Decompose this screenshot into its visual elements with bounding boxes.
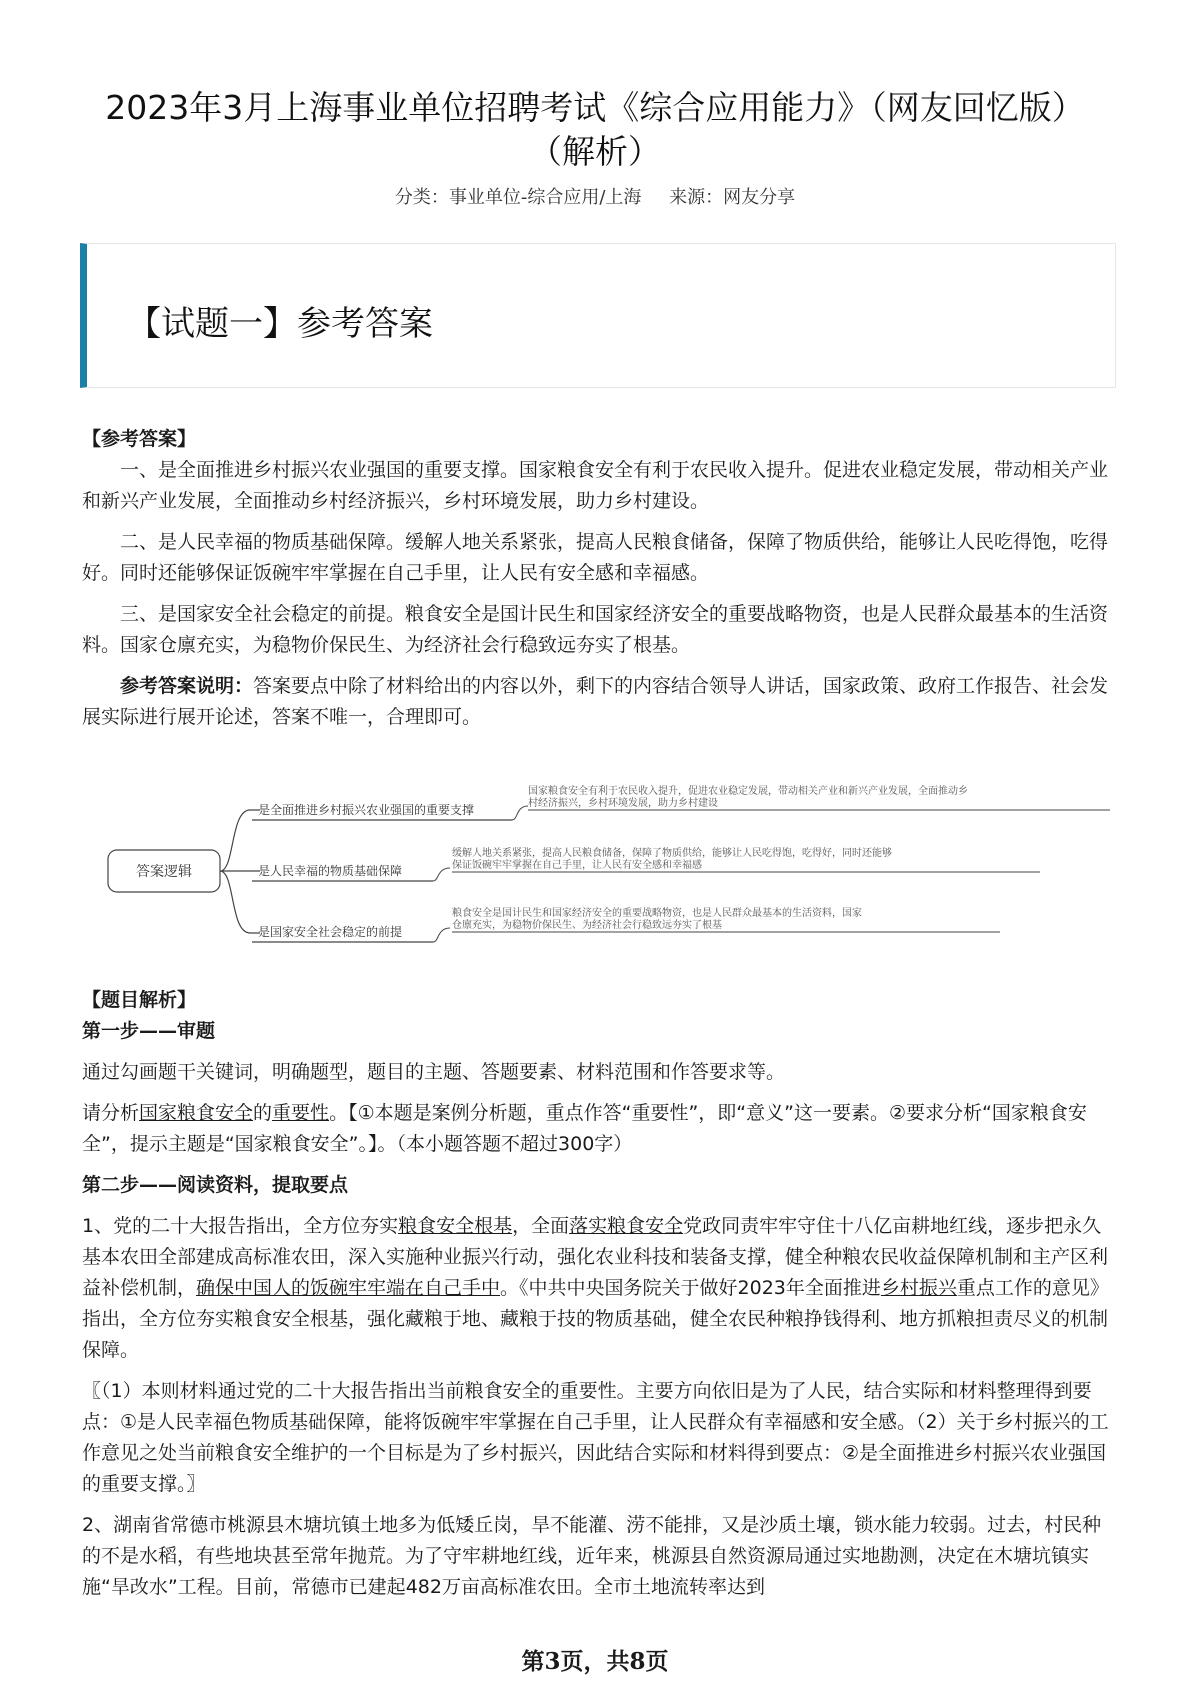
- answer-label: 【参考答案】: [82, 428, 197, 450]
- q-mid: 的: [253, 1102, 273, 1124]
- answer-note-text: 答案要点中除了材料给出的内容以外，剩下的内容结合领导人讲话，国家政策、政府工作报告、社会发展实际进行展开论述，答案不唯一，合理即可。: [82, 675, 1109, 728]
- branch-1-detail-1: 国家粮食安全有利于农民收入提升，促进农业稳定发展，带动相关产业和新兴产业发展，全面推动乡: [528, 786, 968, 797]
- branch-3-detail-1: 粮食安全是国计民生和国家经济安全的重要战略物资，也是人民群众最基本的生活资料，国家: [452, 908, 862, 919]
- material-1: [82, 1211, 1112, 1366]
- m1-e: 重点工作的意见》指出，全方位夯实粮食安全根基，强化藏粮于地、藏粮于技的物质基础，健全农民种粮挣钱得利、地方抓粮担责尽义的机制保障。: [82, 1277, 1109, 1361]
- analysis-label: 【题目解析】: [82, 989, 197, 1011]
- branch-1-detail-2: 村经济振兴，乡村环境发展，助力乡村建设: [528, 798, 718, 809]
- branch-1-connector: [512, 806, 528, 820]
- mindmap-connector: [220, 810, 260, 933]
- branch-1-label: 是全面推进乡村振兴农业强国的重要支撑: [258, 803, 475, 817]
- meta-line: [0, 183, 1190, 209]
- m1-underline-3: 确保中国人的饭碗牢牢端在自己手中: [196, 1277, 501, 1299]
- source-label: 来源：网友分享: [669, 187, 796, 208]
- q-pre: 请分析: [82, 1102, 140, 1124]
- m1-underline-4: 乡村振兴: [880, 1277, 957, 1299]
- analysis-block: [82, 985, 1112, 1603]
- answer-point-1: 一、是全面推进乡村振兴农业强国的重要支撑。国家粮食安全有利于农民收入提升。促进农业稳定发展，带动相关产业和新兴产业发展，全面推动乡村经济振兴，乡村环境发展，助力乡村建设。: [82, 459, 1109, 512]
- step1-title: 第一步——审题: [82, 1020, 216, 1042]
- m1-underline-1: 粮食安全根基: [398, 1215, 513, 1237]
- branch-3-detail-2: 仓廪充实，为稳物价保民生、为经济社会行稳致远夯实了根基: [452, 920, 722, 931]
- mindmap-root: 答案逻辑: [136, 864, 192, 880]
- answer-point-2: 二、是人民幸福的物质基础保障。缓解人地关系紧张，提高人民粮食储备，保障了物质供给，能够让人民吃得饱，吃得好。同时还能够保证饭碗牢牢掌握在自己手里，让人民有安全感和幸福感。: [82, 531, 1109, 584]
- m1-b: ，全面: [512, 1215, 570, 1237]
- q-post: 。【①本题是案例分析题，重点作答“重要性”，即“意义”这一要素。②要求分析“国家粮食安全”，提示主题是“国家粮食安全”。】。（本小题答题不超过300字）: [82, 1102, 1087, 1155]
- m1-a: 1、党的二十大报告指出，全方位夯实: [82, 1215, 399, 1237]
- branch-2-detail-2: 保证饭碗牢牢掌握在自己手里，让人民有安全感和幸福感: [452, 860, 702, 871]
- q-underline-2: 重要性: [272, 1102, 330, 1124]
- step1-text: 通过勾画题干关键词，明确题型，题目的主题、答题要素、材料范围和作答要求等。: [82, 1061, 786, 1083]
- category-label: 分类：事业单位-综合应用/上海: [394, 187, 642, 208]
- answer-note-label: 参考答案说明：: [120, 675, 254, 697]
- section-title: 【试题一】参考答案: [127, 304, 433, 344]
- q-underline-1: 国家粮食安全: [139, 1102, 254, 1124]
- page-title: 2023年3月上海事业单位招聘考试《综合应用能力》（网友回忆版）（解析）: [105, 88, 1085, 171]
- m1-d: 。《中共中央国务院关于做好2023年全面推进: [500, 1277, 881, 1299]
- step2-title: 第二步——阅读资料，提取要点: [82, 1174, 349, 1196]
- m1-underline-2: 落实粮食安全: [569, 1215, 684, 1237]
- answer-note: [82, 671, 1112, 733]
- branch-3-connector: [433, 928, 450, 942]
- section-header-box: [80, 243, 1116, 388]
- answer-block: [82, 424, 1112, 733]
- branch-2-connector: [433, 868, 450, 881]
- branch-3-label: 是国家安全社会稳定的前提: [258, 925, 403, 939]
- m1-c: 党政同责牢牢守住十八亿亩耕地红线，逐步把永久基本农田全部建成高标准农田，深入实施种业振兴行动，强化农业科技和装备支撑，健全种粮农民收益保障机制和主产区利益补偿机制，: [82, 1215, 1109, 1299]
- material-1-note: 〖（1）本则材料通过党的二十大报告指出当前粮食安全的重要性。主要方向依旧是为了人民，结合实际和材料整理得到要点：①是人民幸福色物质基础保障，能将饭碗牢牢掌握在自己手里，让人民群众有幸福感和安全感。（2）关于乡村振兴的工作意见之处当前粮食安全维护的一个目标是为了乡村振兴，因此结合实际和材料得到要点：②是全面推进乡村振兴农业强国的重要支撑。〗: [82, 1380, 1109, 1495]
- answer-point-3: 三、是国家安全社会稳定的前提。粮食安全是国计民生和国家经济安全的重要战略物资，也是人民群众最基本的生活资料。国家仓廪充实，为稳物价保民生、为经济社会行稳致远夯实了根基。: [82, 603, 1109, 656]
- branch-2-label: 是人民幸福的物质基础保障: [258, 864, 403, 878]
- material-2: 2、湖南省常德市桃源县木塘坑镇土地多为低矮丘岗，旱不能灌、涝不能排，又是沙质土壤，锁水能力较弱。过去，村民种的不是水稻，有些地块甚至常年抛荒。为了守牢耕地红线，近年来，桃源县自然资源局通过实地勘测，决定在木塘坑镇实施“旱改水”工程。目前，常德市已建起482万亩高标准农田。全市土地流转率达到: [82, 1514, 1102, 1598]
- mindmap: [100, 770, 1130, 950]
- step1-question: [82, 1098, 1112, 1160]
- branch-2-detail-1: 缓解人地关系紧张，提高人民粮食储备，保障了物质供给，能够让人民吃得饱，吃得好，同时还能够: [452, 848, 892, 859]
- page-number: 第3页，共8页: [521, 1648, 669, 1675]
